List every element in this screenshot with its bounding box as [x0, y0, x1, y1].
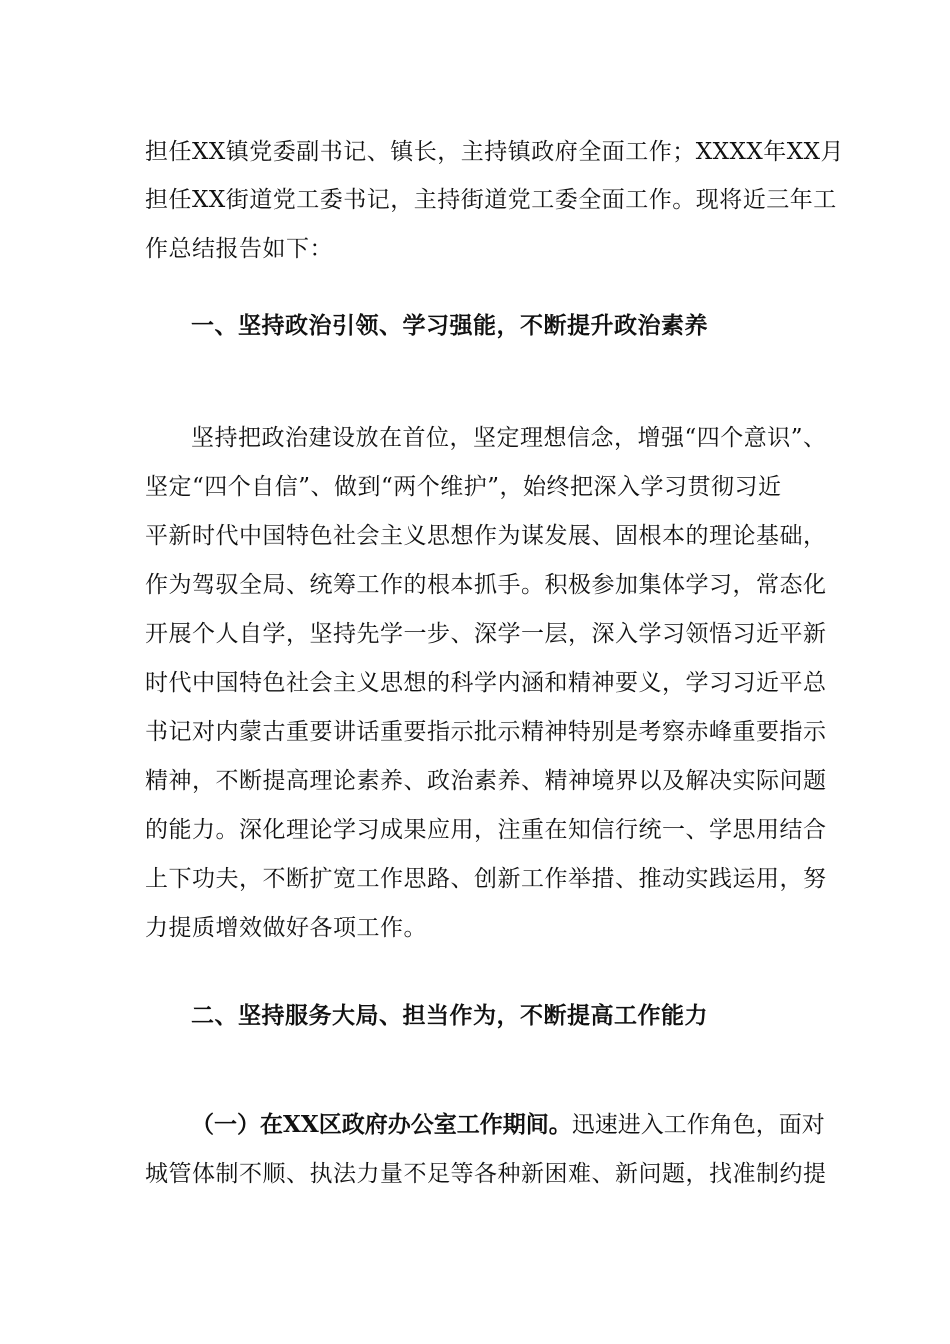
section-1-line-9: 的能力。深化理论学习成果应用，注重在知信行统一、学思用结合	[145, 817, 827, 843]
section-2-sub-1-line-1	[191, 1105, 825, 1145]
section-1-line-6: 时代中国特色社会主义思想的科学内涵和精神要义，学习习近平总	[145, 670, 827, 696]
section-1-line-11: 力提质增效做好各项工作。	[145, 915, 427, 941]
section-2-sub-1-rest: 迅速进入工作角色，面对	[571, 1112, 825, 1138]
section-2-heading: 二、坚持服务大局、担当作为，不断提高工作能力	[191, 1002, 708, 1029]
intro-line-2: 担任XX街道党工委书记，主持街道党工委全面工作。现将近三年工	[145, 187, 837, 213]
section-2-sub-1-line-2: 城管体制不顺、执法力量不足等各种新困难、新问题，找准制约提	[145, 1161, 827, 1187]
section-1-heading: 一、坚持政治引领、学习强能，不断提升政治素养	[191, 312, 708, 339]
section-2-sub-1-lead: （一）在XX区政府办公室工作期间。	[191, 1111, 572, 1138]
section-1-line-8: 精神，不断提高理论素养、政治素养、精神境界以及解决实际问题	[145, 768, 827, 794]
section-1-line-5: 开展个人自学，坚持先学一步、深学一层，深入学习领悟习近平新	[145, 621, 827, 647]
section-1-line-2: 坚定“四个自信”、做到“两个维护”，始终把深入学习贯彻习近	[145, 474, 782, 500]
intro-line-1: 担任XX镇党委副书记、镇长，主持镇政府全面工作；XXXX年XX月	[145, 139, 844, 165]
section-1-line-4: 作为驾驭全局、统筹工作的根本抓手。积极参加集体学习，常态化	[145, 572, 827, 598]
intro-line-3: 作总结报告如下：	[145, 236, 333, 262]
section-1-line-3: 平新时代中国特色社会主义思想作为谋发展、固根本的理论基础，	[145, 523, 827, 549]
section-1-line-1: 坚持把政治建设放在首位，坚定理想信念，增强“四个意识”、	[191, 425, 827, 451]
section-1-line-7: 书记对内蒙古重要讲话重要指示批示精神特别是考察赤峰重要指示	[145, 719, 827, 745]
section-1-line-10: 上下功夫，不断扩宽工作思路、创新工作举措、推动实践运用，努	[145, 866, 827, 892]
